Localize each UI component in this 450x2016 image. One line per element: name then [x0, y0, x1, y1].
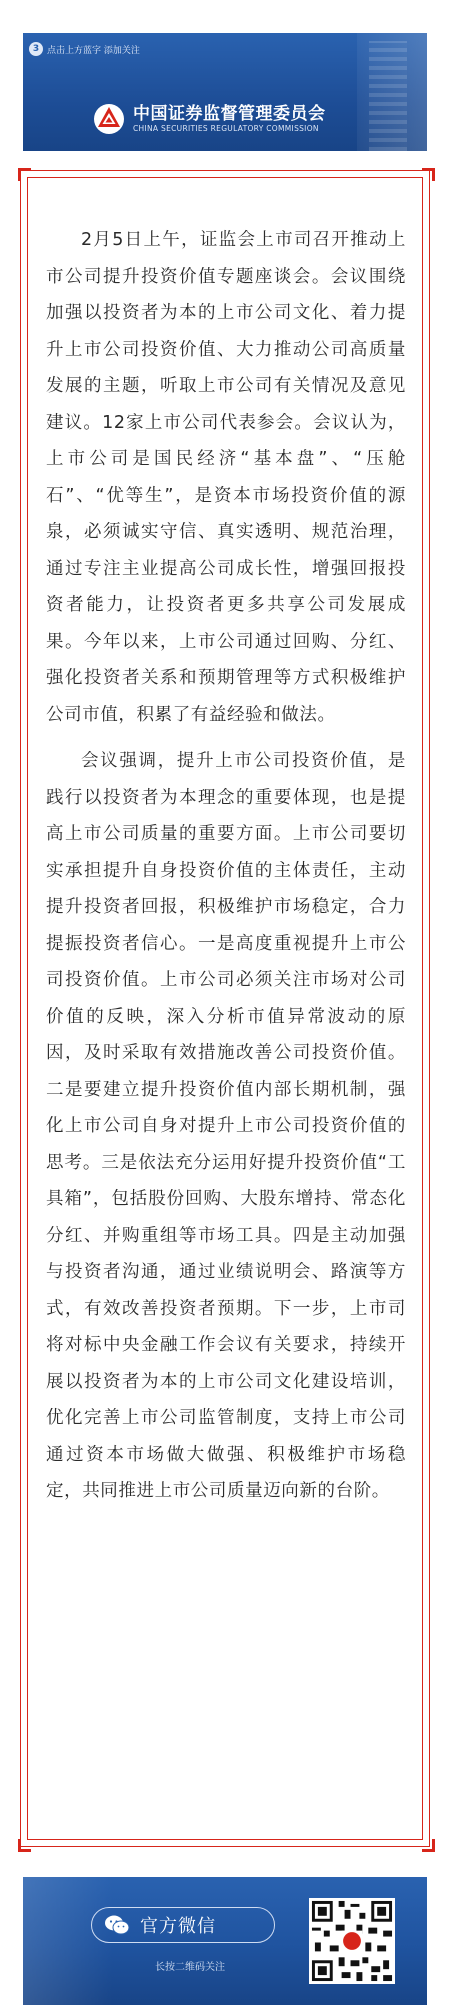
article-paragraph-2: 会议强调，提升上市公司投资价值，是践行以投资者为本理念的重要体现，也是提高上市公司质量的重要方面。上市公司要切实承担提升自身投资价值的主体责任，主动提升投资者回报，积极维护市场稳定，合力提振投资者信心。一是高度重视提升上市公司投资价值。上市公司必须关注市场对公司价值的反映，深入分析市值异常波动的原因，及时采取有效措施改善公司投资价值。二是要建立提升投资价值内部长期机制，强化上市公司自身对提升上市公司投资价值的思考。三是依法充分运用好提升投资价值“工具箱”，包括股份回购、大股东增持、常态化分红、并购重组等市场工具。四是主动加强与投资者沟通，通过业绩说明会、路演等方式，有效改善投资者预期。下一步，上市司将对标中央金融工作会议有关要求，持续开展以投资者为本的上市公司文化建设培训，优化完善上市公司监管制度，支持上市公司通过资本市场做大做强、积极维护市场稳定，共同推进上市公司质量迈向新的台阶。: [46, 751, 406, 1501]
article-body: [46, 222, 406, 1520]
wechat-icon: [104, 1914, 130, 1936]
frame-corner: [422, 168, 435, 181]
building-decoration: [23, 1877, 113, 2005]
csrc-emblem-icon: [93, 103, 125, 135]
follow-badge-icon: 3: [29, 42, 43, 56]
scan-tip: 长按二维码关注: [155, 1962, 225, 1973]
frame-corner: [18, 168, 31, 181]
header-banner: [23, 33, 427, 151]
org-name-en: CHINA SECURITIES REGULATORY COMMISSION: [133, 123, 319, 133]
article-paragraph-1: 2月5日上午，证监会上市司召开推动上市公司提升投资价值专题座谈会。会议围绕加强以投资者为本的上市公司文化、着力提升上市公司投资价值、大力推动公司高质量发展的主题，听取上市公司有关情况及意见建议。12家上市公司代表参会。会议认为，上市公司是国民经济“基本盘”、“压舱石”、“优等生”，是资本市场投资价值的源泉，必须诚实守信、真实透明、规范治理，通过专注主业提高公司成长性，增强回报投资者能力，让投资者更多共享公司发展成果。今年以来，上市公司通过回购、分红、强化投资者关系和预期管理等方式积极维护公司市值，积累了有益经验和做法。: [46, 230, 406, 725]
building-decoration: [357, 33, 427, 151]
org-name-cn: 中国证券监督管理委员会: [133, 103, 326, 124]
footer-banner: [23, 1877, 427, 2005]
follow-tip-text: 点击上方蓝字 添加关注: [47, 45, 140, 56]
frame-corner: [18, 1839, 31, 1852]
qr-code-icon[interactable]: [309, 1898, 395, 1984]
official-wechat-button[interactable]: [91, 1907, 275, 1943]
org-logo: [93, 103, 326, 135]
frame-corner: [422, 1839, 435, 1852]
follow-tip[interactable]: [29, 42, 140, 56]
wechat-label: 官方微信: [140, 1916, 216, 1937]
